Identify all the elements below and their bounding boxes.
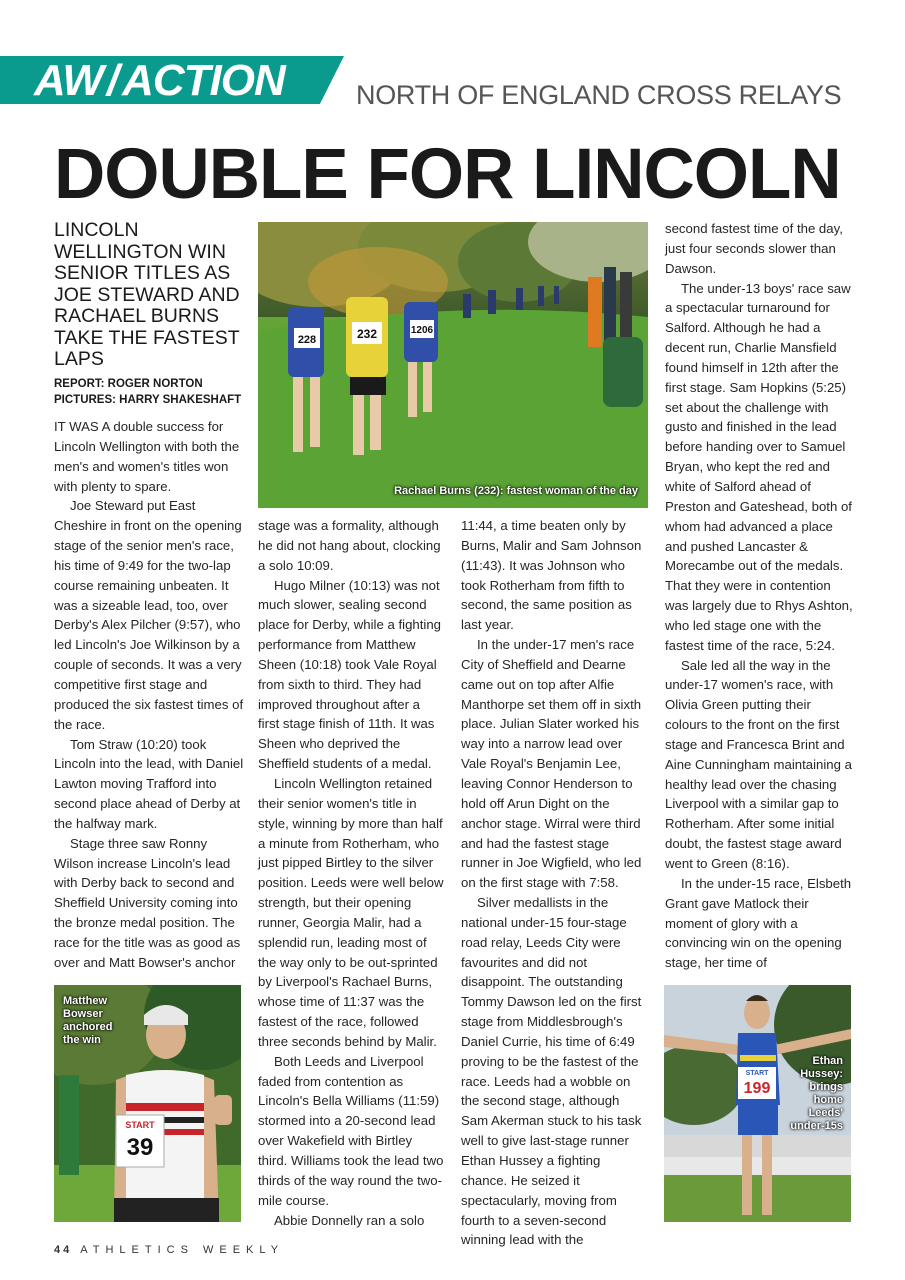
brand-aw: AW [34,56,103,105]
article-column-1 [54,417,244,973]
paragraph: Hugo Milner (10:13) was not much slower, sealing second place for Derby, while a fighting performance from Matthew Sheen (10:18) took Vale Royal from sixth to third. They had improved throughout after a first stage finish of 11th. It was Sheen who deprived the Sheffield students of a medal. [258,577,442,772]
paragraph: Joe Steward put East Cheshire in front on the opening stage of the senior men's race, his time of 9:49 for the two-lap course remaining unbeaten. It was a sizeable lead, too, over Derby's Alex Pilcher (9:57), who led Lincoln's Joe Wilkinson by a couple of seconds. It was a very competitive first stage and produced the six fastest times of the race. [54,498,244,732]
bowser-photo [54,985,241,1222]
page-number: 44 [54,1244,73,1256]
race-scene-image [258,222,648,508]
paragraph: Silver medallists in the national under-15 four-stage road relay, Leeds City were favourites and did not disappoint. The outstanding Tommy Dawson led on the first stage from Middlesbrough's Daniel Currie, his time of 6:49 proving to be the fastest of the race. Leeds had a wobble on the second stage, although Sam Akerman stuck to his task well to give last-stage runner Ethan Hussey a fighting chance. He seized it spectacularly, moving from fourth to a seven-second winning lead with the [461,895,642,1248]
event-kicker: NORTH OF ENGLAND CROSS RELAYS [356,80,842,110]
article-column-3 [461,516,649,1250]
pictures-credit: PICTURES: HARRY SHAKESHAFT [54,394,242,406]
main-race-photo [258,222,648,508]
paragraph: second fastest time of the day, just four seconds slower than Dawson. [665,221,843,276]
hussey-caption: Ethan Hussey: brings home Leeds' under-15s [790,1055,843,1132]
bib-start-label: START [125,1120,155,1130]
bib-39: 39 [126,1134,154,1161]
article-column-2 [258,516,444,1230]
brand-action: ACTION [122,56,285,105]
hussey-photo [664,985,851,1222]
paragraph: 11:44, a time beaten only by Burns, Malir and Sam Johnson (11:43). It was Johnson who took Rotherham from fifth to second, the same position as last year. [461,518,642,633]
paragraph: Lincoln Wellington retained their senior women's title in style, winning by more than half a minute from Rotherham, who just pipped Birtley to the silver position. Leeds were well below strength, but their opening runner, Georgia Malir, had a splendid run, leading most of the way only to be out-sprinted by Liverpool's Rachael Burns, whose time of 11:37 was the fastest of the race, followed three seconds behind by Malir. [258,775,444,1049]
bib-start-label: START [745,1070,769,1077]
section-logo [34,56,285,104]
paragraph: Tom Straw (10:20) took Lincoln into the lead, with Daniel Lawton moving Trafford into second place ahead of Derby at the halfway mark. [54,736,244,831]
paragraph: stage was a formality, although he did not hang about, clocking a solo 10:09. [258,518,441,573]
headline: DOUBLE FOR LINCOLN [54,135,841,214]
paragraph: In the under-17 men's race City of Sheffield and Dearne came out on top after Alfie Manthorpe set them off in sixth place. Julian Slater worked his way into a narrow lead over Vale Royal's Benjamin Lee, leaving Connor Henderson to hold off Arun Dight on the anchor stage. Wirral were third and had the fastest stage runner in Joe Wigfield, who led on the first stage with 7:58. [461,637,642,891]
paragraph: Abbie Donnelly ran a solo [274,1212,425,1228]
paragraph: IT WAS A double success for Lincoln Wellington with both the men's and women's titles won with plenty to spare. [54,419,240,494]
paragraph: The under-13 boys' race saw a spectacular turnaround for Salford. Although he had a decent run, Charlie Mansfield found himself in 12th after the first stage. Sam Hopkins (5:25) set about the challenge with gusto and finished in the lead before handing over to Samuel Bryan, who kept the red and white of Salford ahead of Preston and Gateshead, both of whom had advanced a place and pushed Lancaster & Morecambe out of the medals. That they were in contention was largely due to Rhys Ashton, who led stage one with the fastest time of the race, 5:24. [665,280,853,653]
bowser-caption: Matthew Bowser anchored the win [63,995,113,1046]
bib-232: 232 [356,327,378,341]
bib-199: 199 [743,1080,771,1097]
paragraph: Both Leeds and Liverpool faded from contention as Lincoln's Bella Williams (11:59) stormed into a 20-second lead over Wakefield with Birtley third. Williams took the lead two thirds of the way round the two-mile course. [258,1053,444,1208]
standfirst: LINCOLN WELLINGTON WIN SENIOR TITLES AS JOE STEWARD AND RACHAEL BURNS TAKE THE FASTEST LAPS [54,219,240,370]
article-column-4 [665,219,853,973]
brand-slash: / [106,56,119,105]
paragraph: Stage three saw Ronny Wilson increase Lincoln's lead with Derby back to second and Sheffield University coming into the bronze medal position. The race for the title was as good as over and Matt Bowser's anchor [54,835,241,970]
report-credit: REPORT: ROGER NORTON [54,378,203,390]
main-photo-caption: Rachael Burns (232): fastest woman of the day [394,485,638,497]
magazine-name: ATHLETICS WEEKLY [80,1244,285,1256]
paragraph: In the under-15 race, Elsbeth Grant gave Matlock their moment of glory with a convincing win on the opening stage, her time of [665,875,852,971]
bib-228: 228 [297,334,317,346]
page-footer [54,1244,284,1256]
paragraph: Sale led all the way in the under-17 women's race, with Olivia Green putting their colours to the front on the first stage and Francesca Brint and Aine Cunningham maintaining a healthy lead over the chasing Liverpool with a similar gap to Rotherham. After some initial doubt, the fastest stage award went to Green (8:16). [665,657,852,871]
bib-1206: 1206 [410,325,434,336]
credits [54,376,246,408]
